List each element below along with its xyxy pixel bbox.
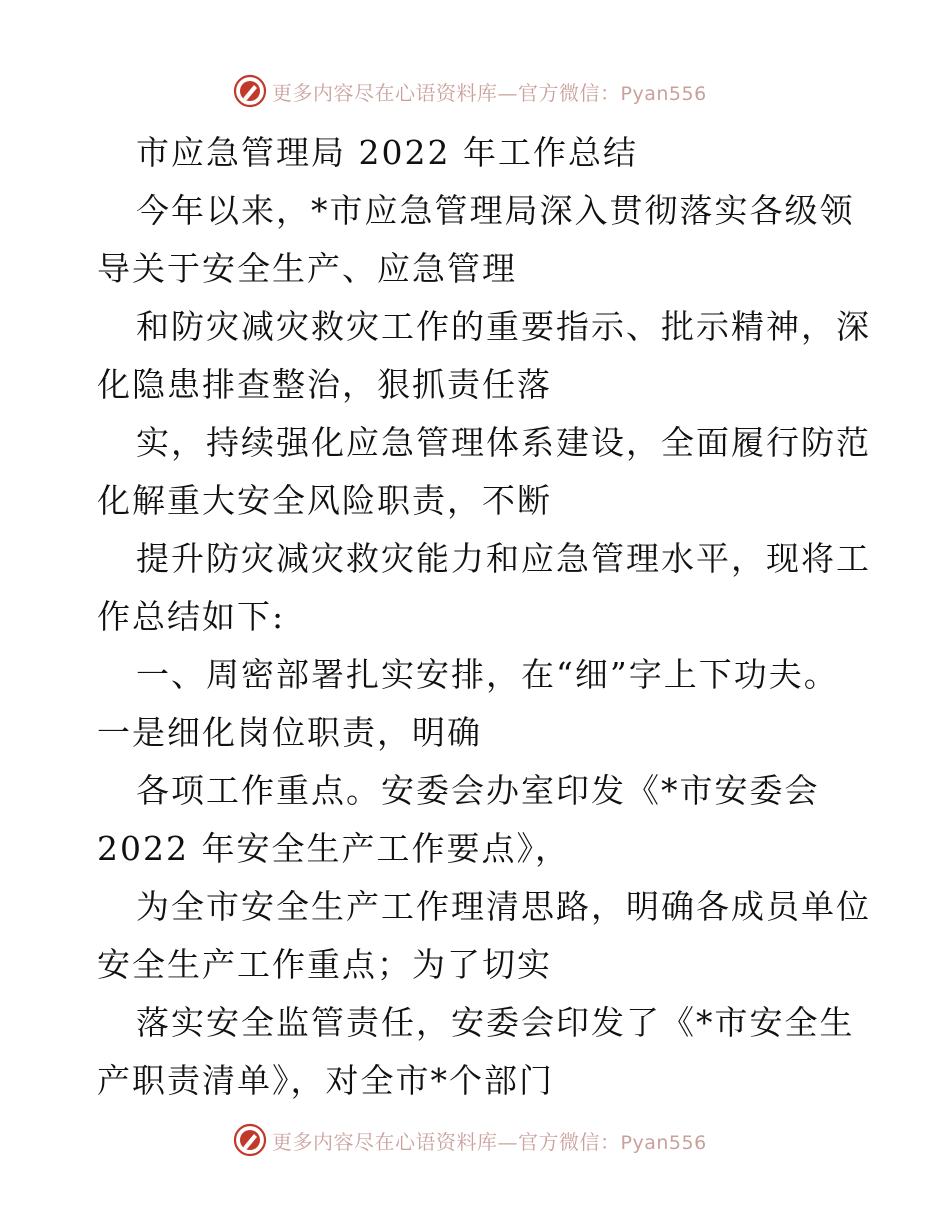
paragraph-line: 落实安全监管责任，安委会印发了《*市安全生 bbox=[136, 1003, 855, 1042]
fountain-pen-seal-icon bbox=[232, 73, 268, 109]
watermark-footer bbox=[232, 1120, 712, 1160]
paragraph-line: 今年以来，*市应急管理局深入贯彻落实各级领 bbox=[136, 191, 855, 230]
fountain-pen-seal-icon bbox=[232, 1122, 268, 1158]
paragraph-line: 化隐患排查整治，狠抓责任落 bbox=[97, 365, 552, 404]
paragraph-line: 2022 年安全生产工作要点》， bbox=[97, 829, 570, 868]
document-body bbox=[97, 124, 871, 1110]
paragraph-line: 安全生产工作重点；为了切实 bbox=[97, 945, 552, 984]
document-title: 市应急管理局 2022 年工作总结 bbox=[136, 133, 638, 172]
watermark-text: 更多内容尽在心语资料库—官方微信：Pyan556 bbox=[272, 1129, 707, 1154]
paragraph-line: 一是细化岗位职责，明确 bbox=[97, 713, 482, 752]
paragraph-line: 作总结如下: bbox=[97, 597, 286, 636]
paragraph-line: 实，持续强化应急管理体系建设，全面履行防范 bbox=[136, 423, 871, 462]
paragraph-line: 导关于安全生产、应急管理 bbox=[97, 249, 517, 288]
paragraph-line: 化解重大安全风险职责，不断 bbox=[97, 481, 552, 520]
watermark-header bbox=[232, 71, 712, 111]
paragraph-line: 各项工作重点。安委会办室印发《*市安委会 bbox=[136, 771, 820, 810]
paragraph-line: 产职责清单》，对全市*个部门 bbox=[97, 1061, 554, 1100]
paragraph-line: 提升防灾减灾救灾能力和应急管理水平，现将工 bbox=[136, 539, 871, 578]
paragraph-line: 和防灾减灾救灾工作的重要指示、批示精神，深 bbox=[136, 307, 871, 346]
paragraph-line: 为全市安全生产工作理清思路，明确各成员单位 bbox=[136, 887, 871, 926]
watermark-text: 更多内容尽在心语资料库—官方微信：Pyan556 bbox=[272, 80, 707, 105]
section-heading-line: 一、周密部署扎实安排，在“细”字上下功夫。 bbox=[136, 655, 839, 694]
